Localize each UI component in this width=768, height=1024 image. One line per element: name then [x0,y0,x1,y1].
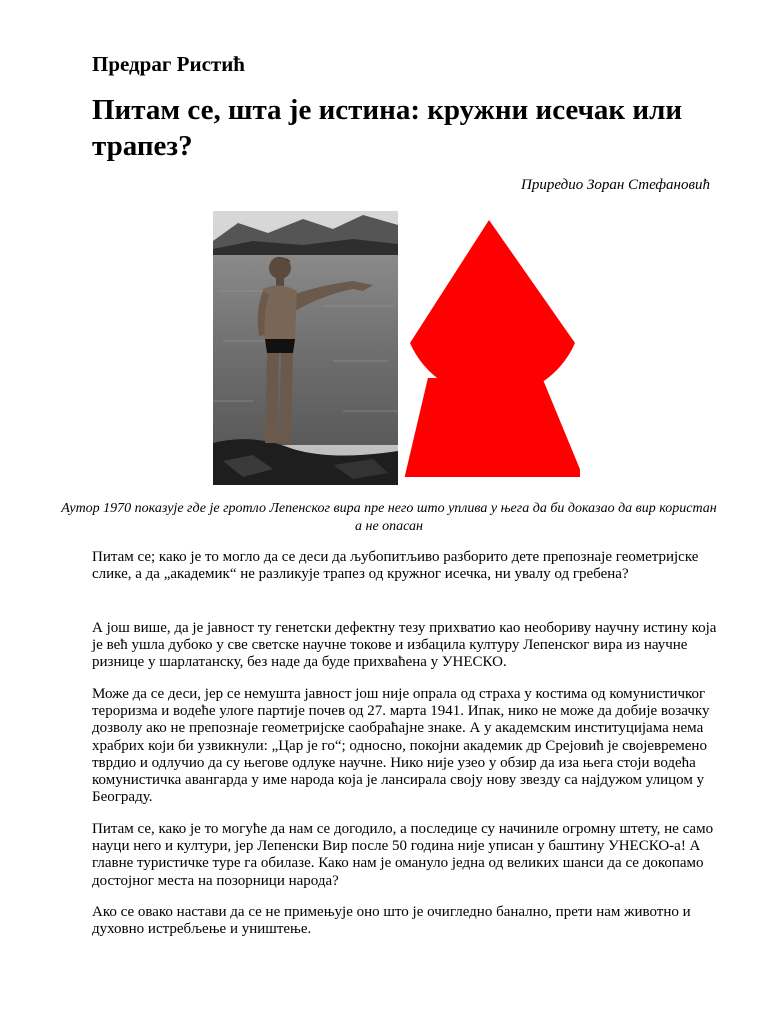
circular-sector-shape [410,220,575,397]
author-name: Предраг Ристић [92,52,245,76]
body-paragraph: Може да се деси, јер се немушта јавност још није опрала од страха у костима од комунистичког тероризма и водеће улоге партије почев од 27. марта 1941. Ипак, нико не може да добије возачку дозволу ако не препознаје геометријске саобраћајне знаке. А у академским институцијама нема храбрих који би узвикнули: „Цар је го“; односно, покојни академик др Срејовић је својевремено тврдио и одлучио да су његове одлуке научне. Нико није узео у обзир да иза њега стоји водећа комунистичка авангарда у име народа која је лансирала своју нову звезду са најдужом улицом у Београду. [92,686,710,806]
photo-caption: Аутор 1970 показује где је гротло Лепенског вира пре него што уплива у њега да би доказао да вир користан а не опасан [61,501,717,534]
body-paragraph: Питам се; како је то могло да се деси да љубопитљиво разборито дете препознаје геометријске слике, а да „академик“ не разликује трапез од кружног исечка, ни увалу од гребена? [92,549,699,583]
body-paragraph: Ако се овако настави да се не примењује оно што је очигледно банално, прети нам животно и духовно истребљење и уништење. [92,904,691,938]
trapezoid-shape [405,378,580,477]
article-title: Питам се, шта је истина: кружни исечак или трапез? [92,94,683,162]
body-paragraph: Питам се, како је то могуће да нам се догодило, а последице су начиниле огромну штету, не само науци него и култури, јер Лепенски Вир после 50 година није уписан у баштину УНЕСКО-а! А главне туристичке туре га обилазе. Како нам је омануло једна од великих шанси да се докопамо достојног места на позорници народа? [92,821,714,889]
geometric-shapes [400,215,580,480]
editor-credit: Приредио Зоран Стефановић [520,177,710,193]
author-photo [213,211,398,485]
body-paragraph: А још више, да је јавност ту генетски дефектну тезу прихватио као необориву научну истину која је већ ушла дубоко у све светске научне токове и избацила културу Лепенског вира из научне ризнице у шарлатанску, без наде да буде прихваћена у УНЕСКО. [92,620,717,671]
